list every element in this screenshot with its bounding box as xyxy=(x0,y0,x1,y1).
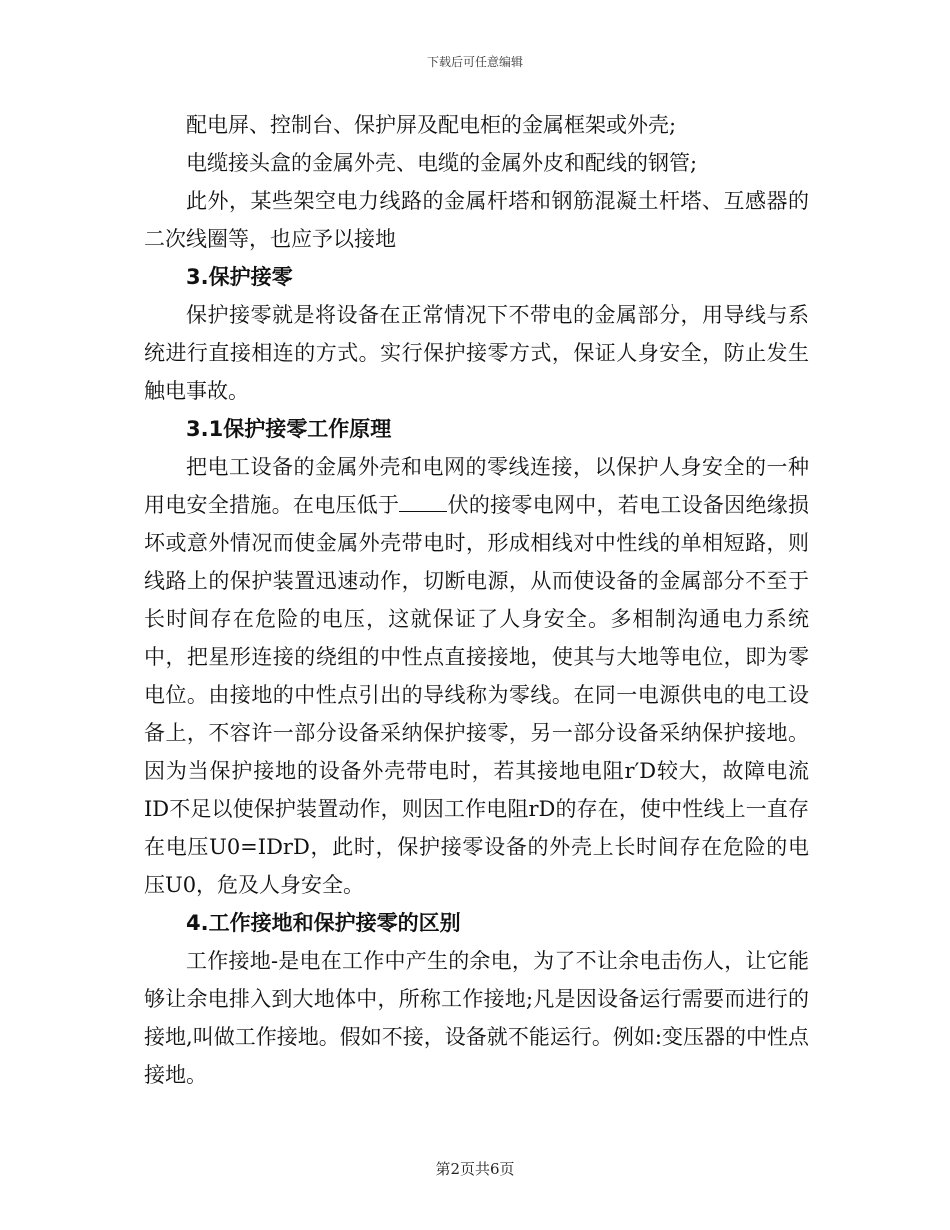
voltage-blank xyxy=(399,489,447,512)
page-footer: 第2页共6页 xyxy=(435,1160,515,1178)
paragraph-protective-zeroing-definition: 保护接零就是将设备在正常情况下不带电的金属部分，用导线与系统进行直接相连的方式。实行保护接零方式，保证人身安全，防止发生触电事故。 xyxy=(144,303,809,403)
paragraph-working-grounding: 工作接地-是电在工作中产生的余电，为了不让余电击伤人，让它能够让余电排入到大地体中，所称工作接地;凡是因设备运行需要而进行的接地,叫做工作接地。假如不接，设备就不能运行。例如:变压器的中性点接地。 xyxy=(144,949,809,1087)
document-body xyxy=(144,106,809,1094)
section-heading-working-principle: 3.1保护接零工作原理 xyxy=(186,417,392,441)
paragraph-overhead-lines: 此外，某些架空电力线路的金属杆塔和钢筋混凝土杆塔、互感器的二次线圈等，也应予以接地 xyxy=(144,189,809,251)
page-header: 下载后可任意编辑 xyxy=(426,55,523,69)
paragraph-working-principle-part-b: 伏的接零电网中，若电工设备因绝缘损坏或意外情况而使金属外壳带电时，形成相线对中性线的单相短路，则线路上的保护装置迅速动作，切断电源，从而使设备的金属部分不至于长时间存在危险的电压，这就保证了人身安全。多相制沟通电力系统中，把星形连接的绕组的中性点直接接地，使其与大地等电位，即为零电位。由接地的中性点引出的导线称为零线。在同一电源供电的电工设备上，不容许一部分设备采纳保护接零，另一部分设备采纳保护接地。因为当保护接地的设备外壳带电时，若其接地电阻r′D较大，故障电流ID不足以使保护装置动作，则因工作电阻rD的存在，使中性线上一直存在电压U0=IDrD，此时，保护接零设备的外壳上长时间存在危险的电压U0，危及人身安全。 xyxy=(144,493,810,897)
paragraph-working-principle xyxy=(144,448,809,904)
paragraph-switchboard: 配电屏、控制台、保护屏及配电柜的金属框架或外壳; xyxy=(186,113,677,137)
paragraph-cable: 电缆接头盒的金属外壳、电缆的金属外皮和配线的钢管; xyxy=(186,151,698,175)
section-heading-protective-zeroing: 3.保护接零 xyxy=(186,265,293,289)
paragraph-working-principle-part-a: 把电工设备的金属外壳和电网的零线连接，以保护人身安全的一种用电安全措施。在电压低于 xyxy=(144,455,809,517)
section-heading-difference: 4.工作接地和保护接零的区别 xyxy=(186,911,461,935)
